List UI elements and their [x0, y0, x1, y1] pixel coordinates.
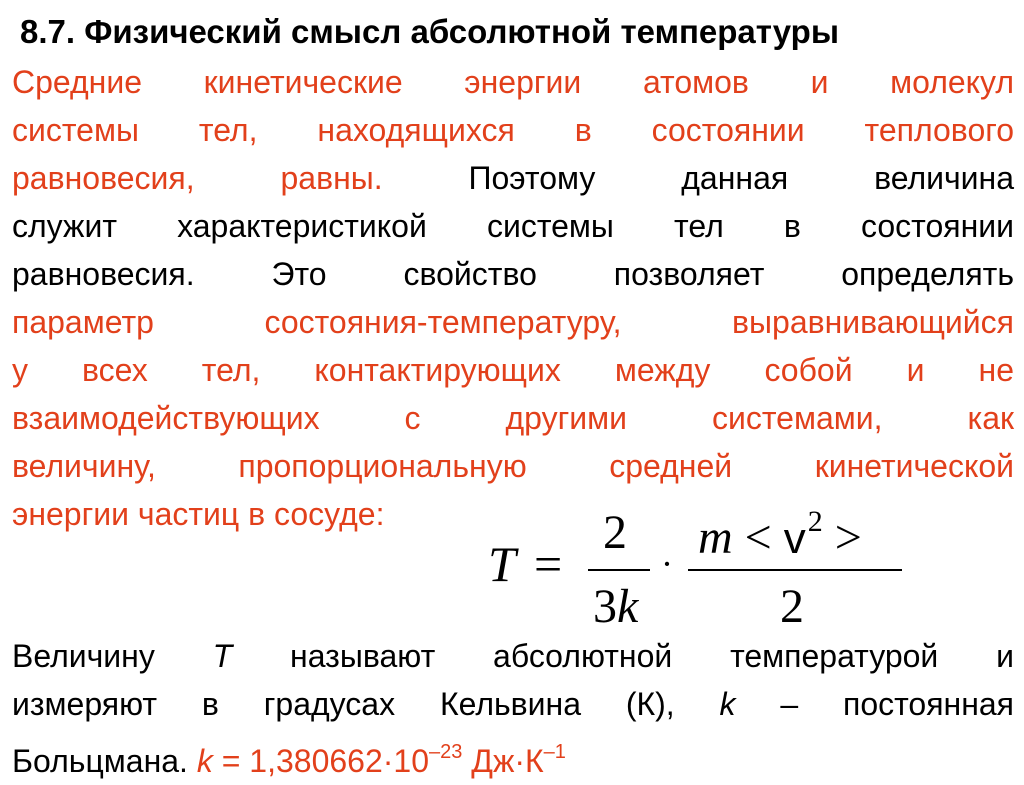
fraction1-bar	[588, 569, 650, 571]
text-line: служит характеристикой системы тел в состоянии	[12, 208, 1014, 244]
num2-gt: >	[822, 511, 862, 564]
text-red-segment: равновесия, равны.	[12, 160, 383, 196]
symbol-k: k	[719, 686, 736, 722]
boltzmann-unit: Дж·К	[462, 743, 544, 779]
unit-exponent: –1	[543, 741, 566, 763]
text-segment: Больцмана.	[12, 743, 197, 779]
text-line: параметр состояния-температуру, выравнивающийся	[12, 304, 1014, 340]
text-line: у всех тел, контактирующих между собой и не	[12, 352, 1014, 388]
text-segment: измеряют в градусах Кельвина (К),	[12, 686, 720, 722]
text-line	[12, 632, 1014, 680]
fraction1-numerator: 2	[603, 506, 627, 559]
text-line	[12, 680, 1014, 728]
text-line: энергии частиц в сосуде:	[12, 496, 385, 532]
num2-velocity: v	[783, 514, 806, 563]
text-segment: – постоянная	[735, 686, 1015, 722]
slide-title: 8.7. Физический смысл абсолютной температуры	[20, 13, 840, 50]
text-segment: называют абсолютной температурой и	[232, 638, 1014, 674]
den1-coef: 3	[593, 580, 617, 633]
boltzmann-value	[197, 743, 566, 779]
text-line	[12, 728, 1014, 779]
text-line: системы тел, находящихся в состоянии теплового	[12, 112, 1014, 148]
fraction2-denominator: 2	[780, 580, 804, 633]
definition-paragraph	[12, 58, 1014, 538]
num2-lt: <	[732, 511, 784, 564]
fraction2-numerator	[698, 505, 862, 565]
formula-equals: =	[534, 536, 563, 592]
formula-lhs: T	[488, 536, 516, 592]
text-line: взаимодействующих с другими системами, как	[12, 400, 1014, 436]
text-line: равновесия. Это свойство позволяет определять	[12, 256, 1014, 292]
text-line: величину, пропорциональную средней кинетической	[12, 448, 1014, 484]
conclusion-paragraph	[12, 632, 1015, 779]
text-black-segment: Поэтому данная величина	[468, 160, 1014, 196]
num2-mass: m	[698, 511, 733, 564]
temperature-formula	[488, 505, 928, 645]
text-segment: Величину	[12, 638, 213, 674]
fraction1-denominator	[593, 579, 638, 634]
symbol-k: k	[196, 743, 213, 779]
formula-dot: ·	[661, 544, 673, 584]
num2-exponent: 2	[807, 505, 823, 538]
fraction2-bar	[688, 569, 902, 571]
den1-var: k	[617, 580, 639, 633]
boltzmann-number: = 1,380662·10	[212, 743, 429, 779]
text-line	[12, 154, 1014, 202]
text-line: Средние кинетические энергии атомов и молекул	[12, 64, 1014, 100]
symbol-T: T	[212, 638, 233, 674]
boltzmann-exponent: –23	[429, 741, 463, 763]
